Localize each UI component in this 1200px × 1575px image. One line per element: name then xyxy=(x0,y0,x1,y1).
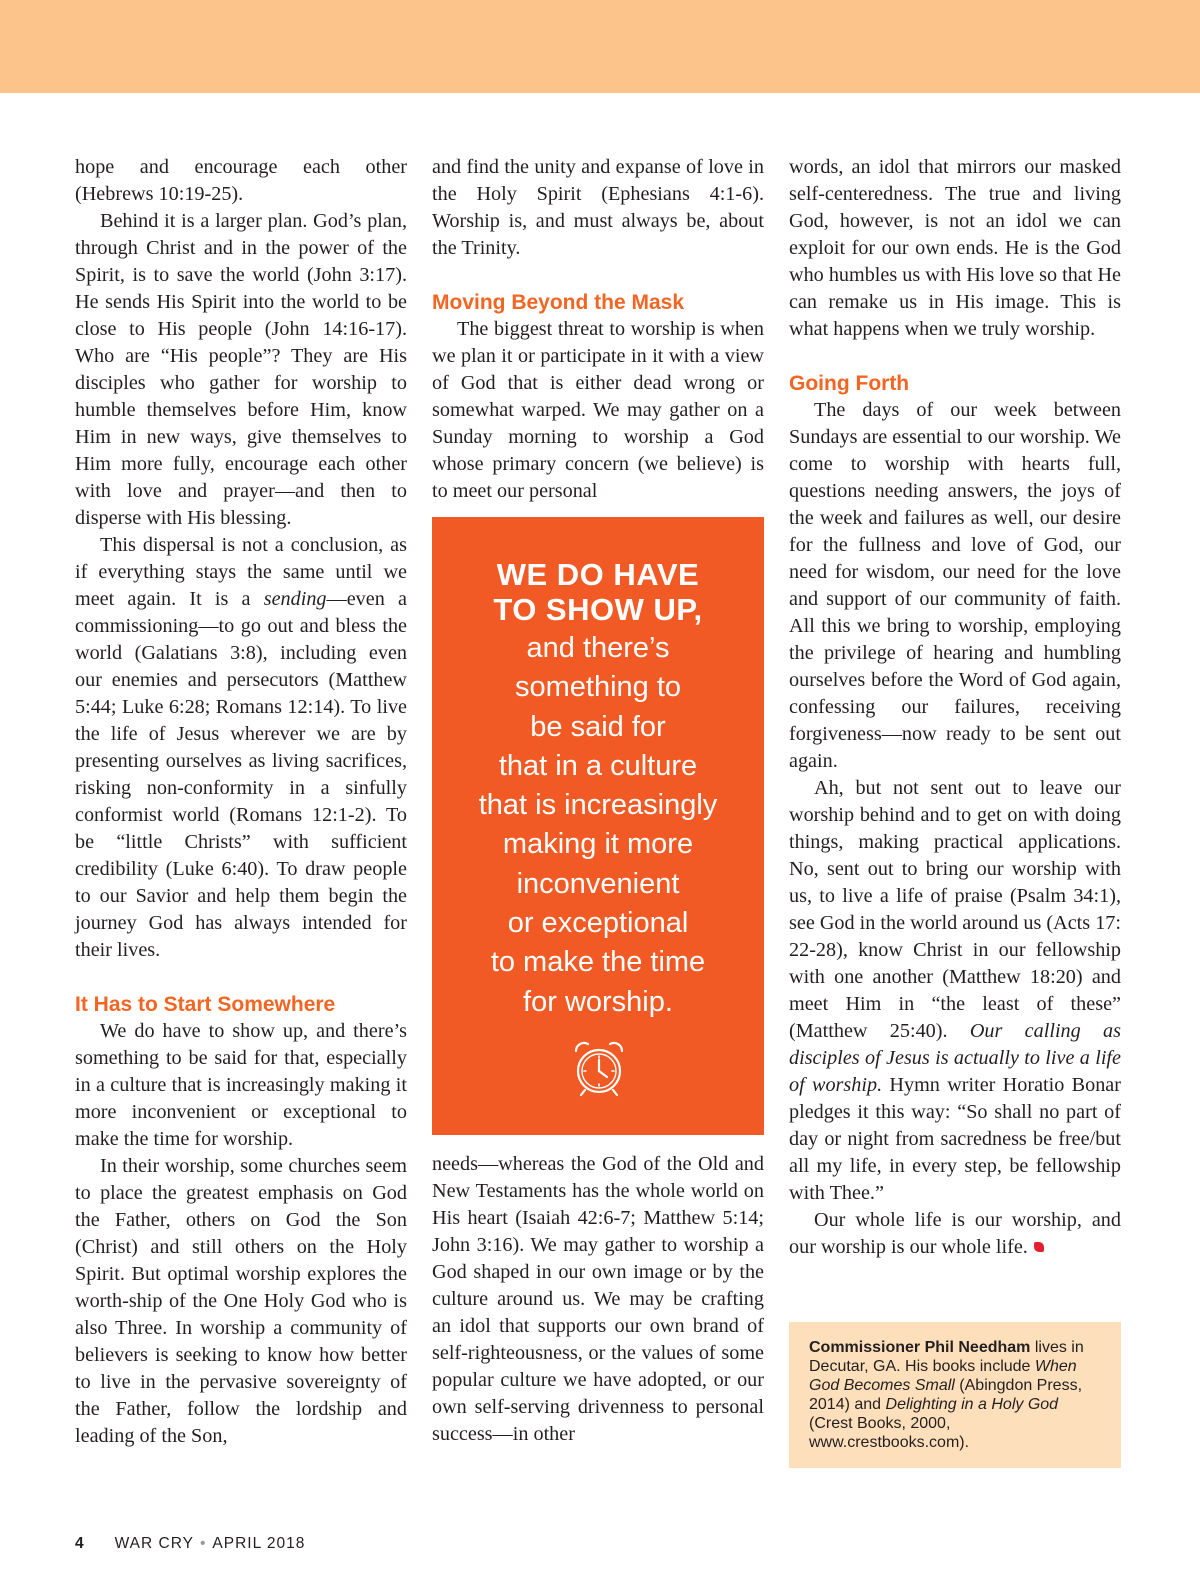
paragraph: We do have to show up, and there’s something to be said for that, especially in a culture that is increasingly making it more inconvenient or exceptional to make the time for worship. xyxy=(75,1020,407,1150)
alarm-clock-icon xyxy=(568,1037,630,1099)
pull-quote-text: and there’s something to be said for that in a culture that is increasingly making it more inconvenient or exceptional to make the time for worship. xyxy=(478,632,718,1018)
page-number: 4 xyxy=(75,1535,85,1552)
paragraph: The days of our week between Sundays are essential to our worship. We come to worship with hearts full, questions needing answers, the joys of the week and failures as well, our desire for the fullness and love of God, our need for wisdom, our need for the love and support of our community of faith. All this we bring to worship, employing the privilege of hearing and humbling ourselves before the Word of God again, confessing our failures, receiving forgiveness—now ready to be sent out again. xyxy=(789,399,1121,772)
column-3 xyxy=(789,154,1121,1261)
paragraph: The biggest threat to worship is when we plan it or participate in it with a view of God that is either dead wrong or somewhat warped. We may gather on a Sunday morning to worship a God whose primary concern (we believe) is to meet our personal xyxy=(432,318,764,502)
paragraph: needs—whereas the God of the Old and New Testaments has the whole world on His heart (Isaiah 42:6-7; Matthew 5:14; John 3:16). We may gather to worship a God shaped in our own image or by the culture around us. We may be crafting an idol that supports our own brand of self-righteousness, or the values of some popular culture we have adopted, or our own self-serving drivenness to personal success—in other xyxy=(432,1153,764,1445)
top-color-band xyxy=(0,0,1200,93)
pull-quote-lead: WE DO HAVE TO SHOW UP, xyxy=(493,557,703,627)
column-2-continued xyxy=(432,1151,764,1448)
column-2 xyxy=(432,154,764,505)
separator: • xyxy=(199,1535,207,1552)
paragraph: Our whole life is our worship, and our worship is our whole life. xyxy=(789,1209,1121,1258)
issue-date: APRIL 2018 xyxy=(212,1535,306,1552)
section-heading: Going Forth xyxy=(789,372,910,395)
section-heading: It Has to Start Somewhere xyxy=(75,993,336,1016)
magazine-name: WAR CRY xyxy=(114,1535,194,1552)
paragraph: and find the unity and expanse of love in the Holy Spirit (Ephesians 4:1-6). Worship is, and must always be, about the Trinity. xyxy=(432,156,764,259)
paragraph: Behind it is a larger plan. God’s plan, through Christ and in the power of the Spirit, is to save the world (John 3:17). He sends His Spirit into the world to be close to His people (John 14:16-17). Who are “His people”? They are His disciples who gather for worship to humble themselves before Him, know Him in new ways, give themselves to Him more fully, encourage each other with love and prayer—and then to disperse with His blessing. xyxy=(75,210,407,529)
section-heading: Moving Beyond the Mask xyxy=(432,291,685,314)
paragraph: In their worship, some churches seem to place the greatest emphasis on God the Father, others on God the Son (Christ) and still others on the Holy Spirit. But optimal worship explores the worth-ship of the One Holy God who is also Three. In worship a community of believers is seeking to know how better to live in the pervasive sovereignty of the Father, follow the lordship and leading of the Son, xyxy=(75,1155,407,1447)
column-1 xyxy=(75,154,407,1450)
paragraph: words, an idol that mirrors our masked self-centeredness. The true and living God, however, is not an idol we can exploit for our own ends. He is the God who humbles us with His love so that He can remake us in His image. This is what happens when we truly worship. xyxy=(789,156,1121,340)
paragraph: Ah, but not sent out to leave our worship behind and to get on with doing things, making practical applications. No, sent out to bring our worship with us, to live a life of praise (Psalm 34:1), see God in the world around us (Acts 17: 22-28), know Christ in our fellowship with one another (Matthew 18:20) and meet Him in “the least of these” (Matthew 25:40). Our calling as disciples of Jesus is actually to live a life of worship. Hymn writer Horatio Bonar pledges it this way: “So shall no part of day or night from sacredness be free/but all my life, in every step, be fellowship with Thee.” xyxy=(789,777,1121,1204)
pull-quote xyxy=(432,517,764,1135)
paragraph: hope and encourage each other (Hebrews 10:19-25). xyxy=(75,156,407,205)
author-bio: Commissioner Phil Needham lives in Decutar, GA. His books include When God Becomes Small (Abingdon Press, 2014) and Delighting in a Holy God (Crest Books, 2000, www.crestbooks.com). xyxy=(789,1322,1121,1468)
end-mark-icon xyxy=(1034,1242,1044,1252)
page-footer xyxy=(75,1535,305,1553)
author-name: Commissioner Phil Needham xyxy=(809,1339,1031,1356)
paragraph: This dispersal is not a conclusion, as if everything stays the same until we meet again. It is a sending—even a commissioning—to go out and bless the world (Galatians 3:8), including even our enemies and persecutors (Matthew 5:44; Luke 6:28; Romans 12:14). To live the life of Jesus wherever we are by presenting ourselves as living sacrifices, risking non-conformity in a sinfully conformist world (Romans 12:1-2). To be “little Christs” with sufficient credibility (Luke 6:40). To draw people to our Savior and help them begin the journey God has always intended for their lives. xyxy=(75,534,407,961)
